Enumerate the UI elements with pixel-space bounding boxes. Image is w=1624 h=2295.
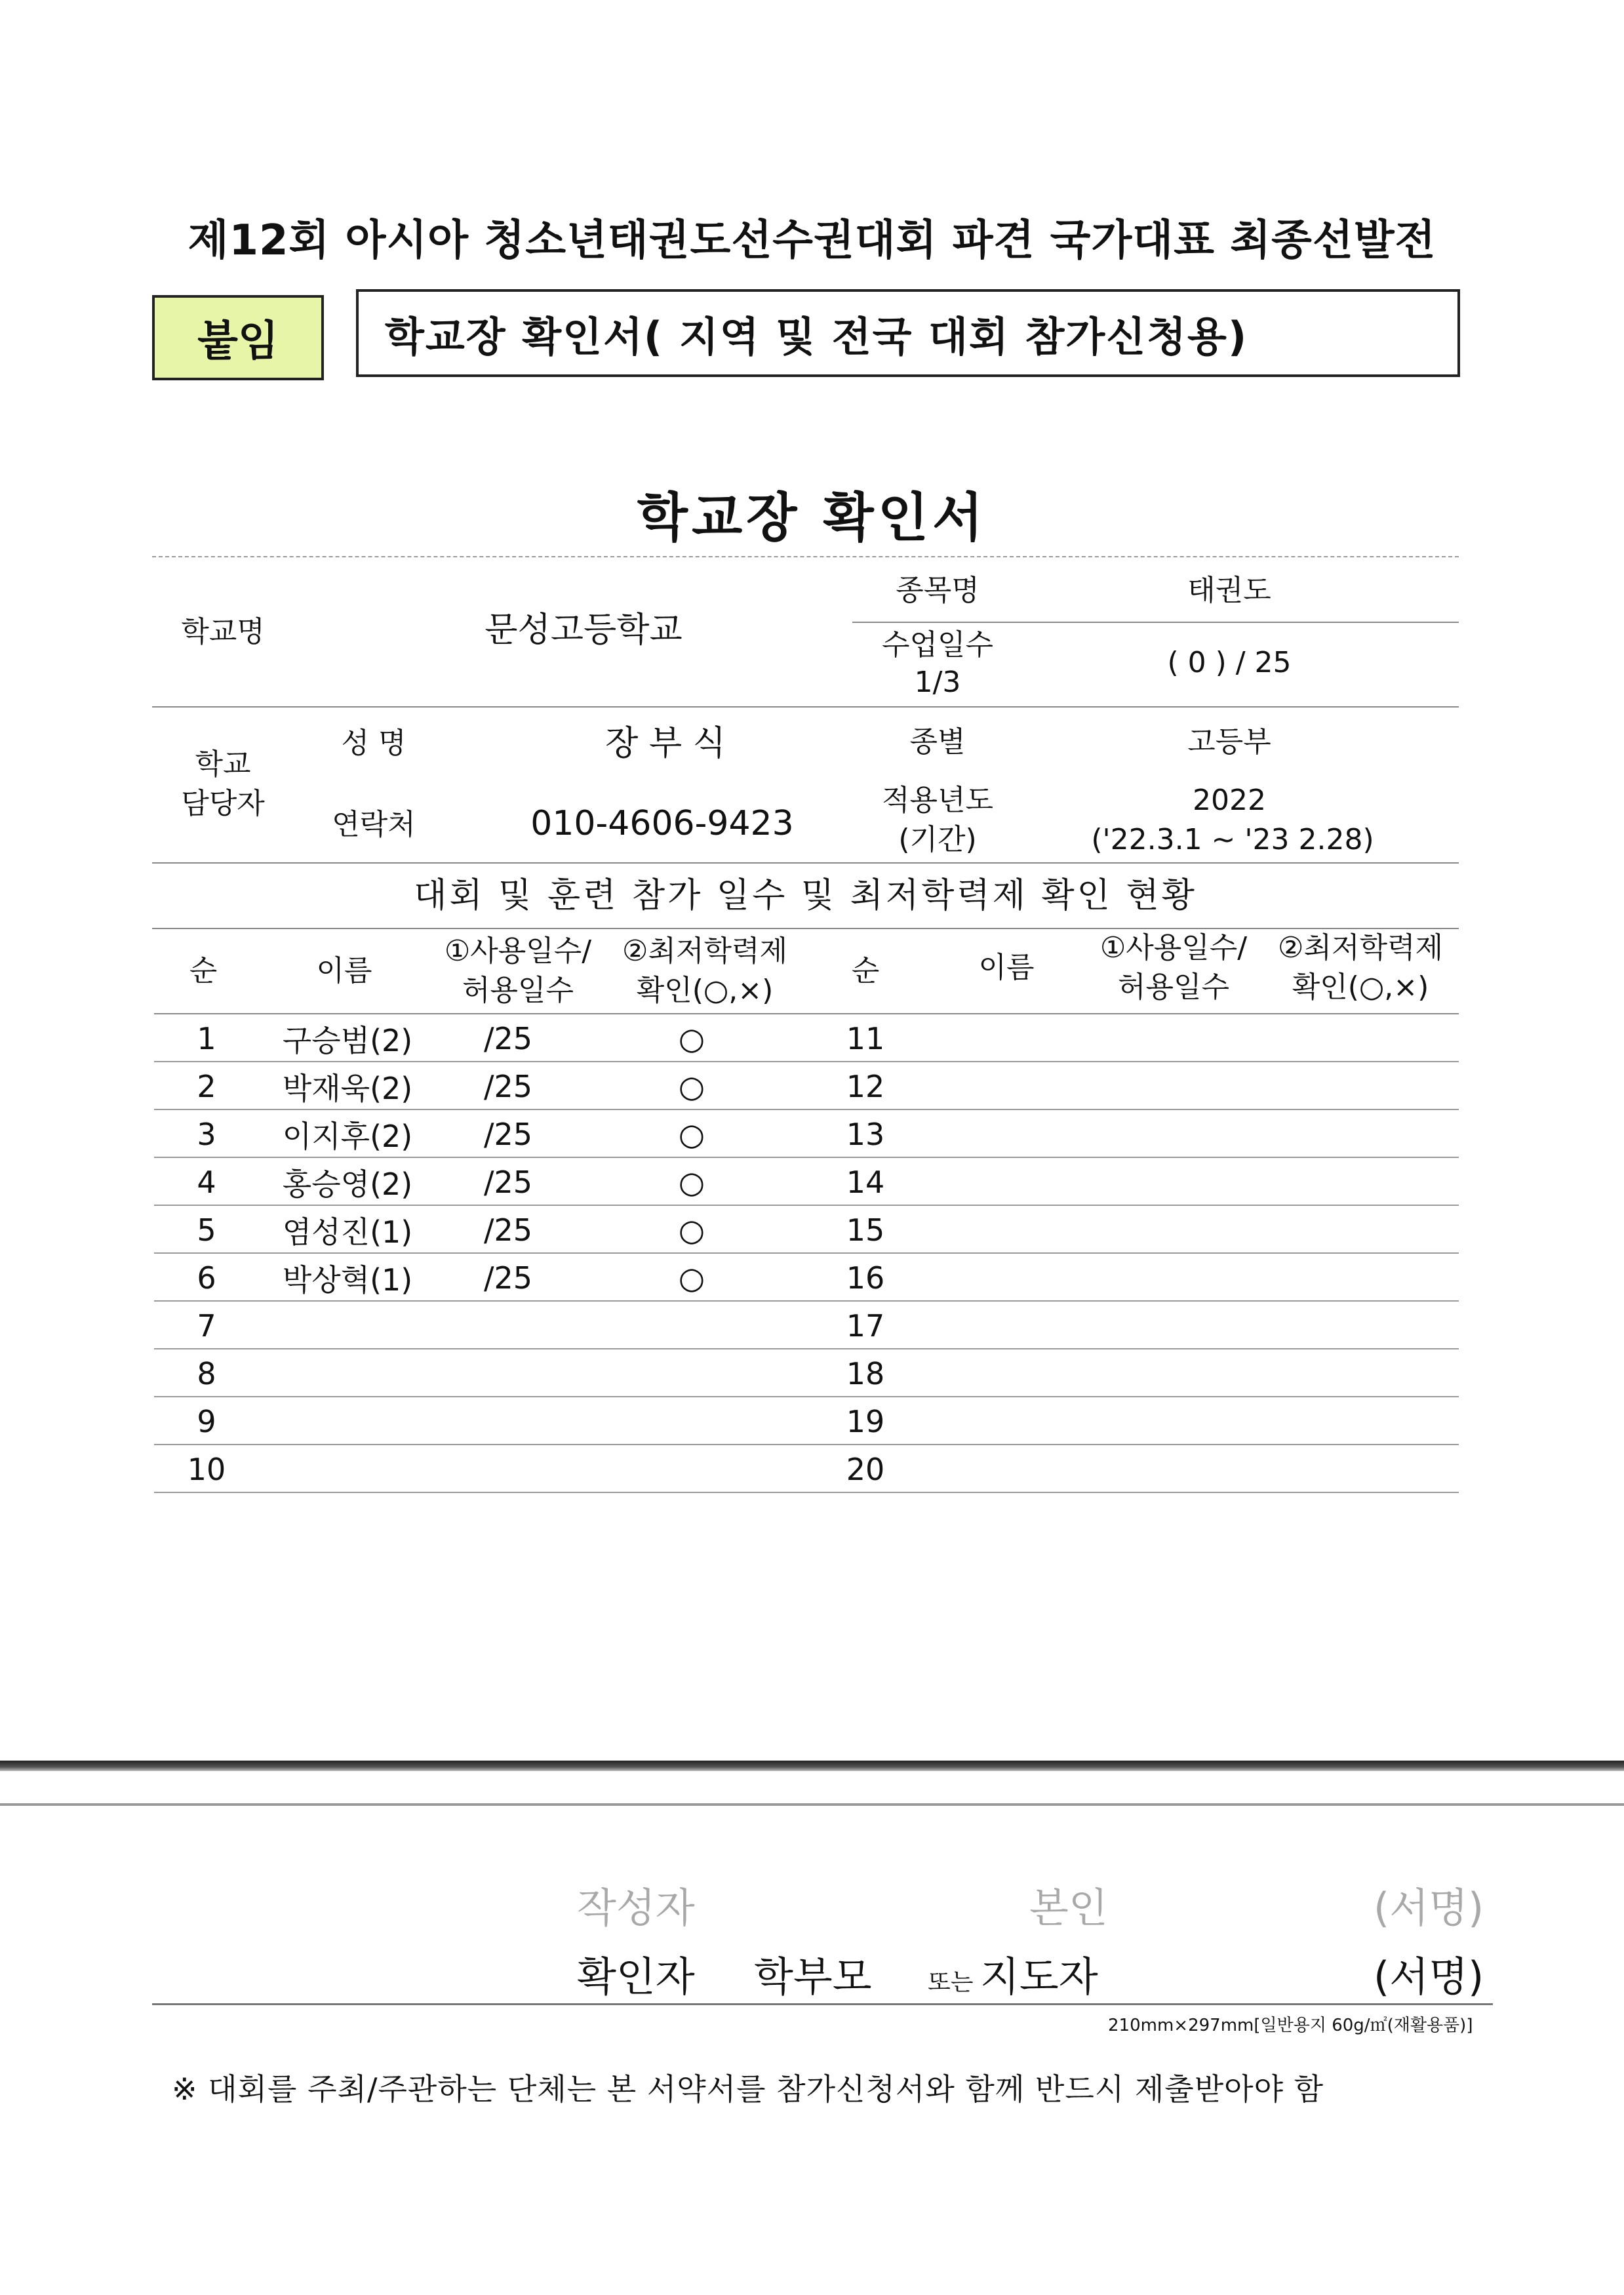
col-header-no: 순 [189,954,218,988]
event-value: 태권도 [1187,574,1271,607]
row-days: /25 [483,1212,533,1248]
divider [152,556,1459,557]
col-header-name: 이름 [316,954,372,988]
staff-name-label: 성 명 [341,727,406,760]
year-period-label: (기간) [898,823,977,856]
class-days-label: 수업일수 [881,628,993,662]
row-name: 염성진(1) [282,1214,413,1250]
row-no-right: 13 [846,1116,885,1152]
col-header-no-right: 순 [851,954,880,988]
divider [152,706,1459,708]
row-check: ○ [678,1164,705,1200]
row-days: /25 [483,1260,533,1296]
row-no: 2 [197,1068,216,1104]
col-header-academic: ②최저학력제 [622,934,787,968]
row-name: 박재욱(2) [282,1070,413,1106]
scan-fold-band [0,1761,1624,1771]
row-no: 1 [197,1020,216,1056]
row-no-right: 11 [846,1020,885,1056]
scan-fold-line [0,1803,1624,1806]
row-no-right: 15 [846,1212,885,1248]
table-row [154,1349,1459,1397]
divider [152,2003,1493,2005]
attachment-badge: 붙임 [152,295,324,380]
year-value: 2022 [1193,784,1266,817]
table-row [154,1302,1459,1349]
row-no-right: 12 [846,1068,885,1104]
row-no: 10 [187,1451,226,1487]
table-row [154,1206,1459,1254]
confirmer-or: 또는 [928,1969,974,1996]
row-check: ○ [678,1020,705,1056]
col-header-academic-2: 확인(○,×) [636,974,774,1007]
row-name: 이지후(2) [282,1118,413,1154]
row-check: ○ [678,1260,705,1296]
year-label: 적용년도 [881,784,993,817]
row-name: 홍승영(2) [282,1166,413,1202]
row-days: /25 [483,1116,533,1152]
division-value: 고등부 [1187,725,1271,759]
divider [852,622,1459,623]
writer-value: 본인 [1029,1884,1108,1932]
row-days: /25 [483,1068,533,1104]
row-no-right: 17 [846,1307,885,1344]
staff-contact-value: 010-4606-9423 [530,804,794,843]
col-header-used-days-right-2: 허용일수 [1117,970,1229,1004]
class-days-value: ( 0 ) / 25 [1167,646,1292,679]
staff-label: 학교 [195,748,251,781]
paper-spec-note: 210mm×297mm[일반용지 60g/㎡(재활용품)] [1108,2016,1473,2035]
table-row [154,1158,1459,1206]
table-row [154,1445,1459,1493]
col-header-academic-right: ②최저학력제 [1278,931,1443,965]
certificate-title: 학교장 확인서 [637,487,987,548]
col-header-used-days: ①사용일수/ [444,934,592,968]
row-no-right: 16 [846,1260,885,1296]
row-no: 8 [197,1355,216,1391]
staff-name-value: 장 부 식 [605,724,726,763]
divider [152,928,1459,929]
row-check: ○ [678,1068,705,1104]
row-no: 7 [197,1307,216,1344]
row-days: /25 [483,1020,533,1056]
row-name: 박상혁(1) [282,1262,413,1298]
attachment-title: 학교장 확인서( 지역 및 전국 대회 참가신청용) [356,289,1460,377]
row-no: 5 [197,1212,216,1248]
document-main-title: 제12회 아시아 청소년태권도선수권대회 파견 국가대표 최종선발전 [188,216,1436,265]
col-header-academic-right-2: 확인(○,×) [1292,970,1429,1004]
row-no-right: 20 [846,1451,885,1487]
row-no-right: 18 [846,1355,885,1391]
submission-notice: ※ 대회를 주최/주관하는 단체는 본 서약서를 참가신청서와 함께 반드시 제출받아야 함 [172,2071,1324,2107]
confirmer-parent: 학부모 [754,1953,872,2001]
table-row [154,1110,1459,1158]
row-no: 3 [197,1116,216,1152]
confirmer-label: 확인자 [577,1953,695,2001]
table-row [154,1062,1459,1110]
row-no: 6 [197,1260,216,1296]
writer-sign: (서명) [1374,1884,1484,1932]
year-period-value: ('22.3.1 ~ '23 2.28) [1091,823,1374,856]
row-name: 구승범(2) [282,1022,413,1058]
divider [152,862,1459,864]
row-no-right: 19 [846,1403,885,1439]
school-name-value: 문성고등학교 [485,610,683,650]
status-section-title: 대회 및 훈련 참가 일수 및 최저학력제 확인 현황 [414,876,1197,915]
confirmer-coach: 지도자 [980,1953,1098,2001]
confirmer-sign: (서명) [1374,1953,1484,2001]
writer-label: 작성자 [577,1884,695,1932]
division-label: 종별 [909,725,966,759]
school-name-label: 학교명 [181,615,265,649]
row-days: /25 [483,1164,533,1200]
table-row [154,1014,1459,1062]
table-row [154,1397,1459,1445]
row-no: 9 [197,1403,216,1439]
row-check: ○ [678,1212,705,1248]
row-no: 4 [197,1164,216,1200]
col-header-used-days-right: ①사용일수/ [1099,931,1248,965]
staff-contact-label: 연락처 [332,808,416,841]
staff-label-2: 담당자 [181,787,265,820]
table-row [154,1254,1459,1302]
class-days-ratio: 1/3 [914,666,961,699]
col-header-used-days-2: 허용일수 [462,974,574,1007]
col-header-name-right: 이름 [978,951,1035,984]
event-label: 종목명 [896,574,980,607]
row-no-right: 14 [846,1164,885,1200]
row-check: ○ [678,1116,705,1152]
